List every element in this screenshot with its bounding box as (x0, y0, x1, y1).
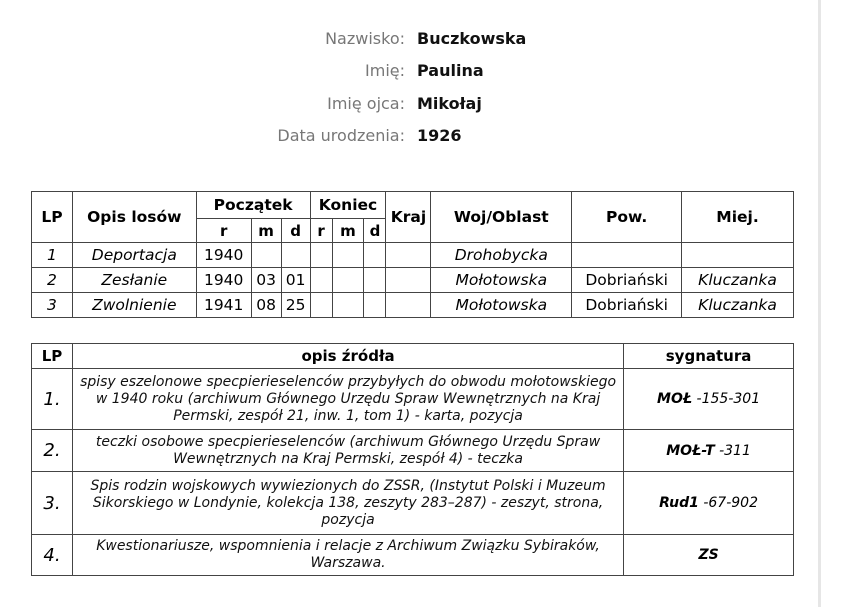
country (386, 293, 431, 318)
end-month (332, 293, 364, 318)
fate-header-district: Pow. (572, 192, 682, 243)
signature-code: Rud1 (659, 495, 699, 511)
fate-description: Deportacja (72, 243, 196, 268)
source-signature (624, 472, 794, 535)
source-header-description: opis źródła (72, 344, 623, 369)
source-header-signature: sygnatura (624, 344, 794, 369)
birth-date-label: Data urodzenia: (277, 126, 405, 146)
end-day-header: d (364, 219, 386, 243)
father-name-label: Imię ojca: (327, 93, 405, 113)
start-year: 1940 (196, 243, 251, 268)
locality: Kluczanka (682, 268, 794, 293)
start-month-header: m (251, 219, 281, 243)
signature-code: ZS (698, 547, 719, 563)
fate-row (32, 243, 794, 268)
fate-description: Zesłanie (72, 268, 196, 293)
start-day-header: d (281, 219, 310, 243)
start-year-header: r (196, 219, 251, 243)
country (386, 268, 431, 293)
source-lp: 4. (32, 535, 73, 576)
first-name-row (0, 55, 820, 88)
start-year: 1941 (196, 293, 251, 318)
region: Mołotowska (431, 293, 572, 318)
source-header-row (32, 344, 794, 369)
surname-value: Buczkowska (417, 28, 527, 48)
source-lp: 2. (32, 430, 73, 472)
fate-header-start: Początek (196, 192, 310, 219)
fate-header-country: Kraj (386, 192, 431, 243)
end-year (310, 268, 332, 293)
fate-lp: 2 (32, 268, 73, 293)
start-day (281, 243, 310, 268)
fate-lp: 1 (32, 243, 73, 268)
end-year (310, 243, 332, 268)
fate-description: Zwolnienie (72, 293, 196, 318)
end-year (310, 293, 332, 318)
source-row (32, 472, 794, 535)
fate-header-opis: Opis losów (72, 192, 196, 243)
fate-header-region: Woj/Oblast (431, 192, 572, 243)
start-month: 03 (251, 268, 281, 293)
first-name-label: Imię: (365, 61, 405, 81)
birth-date-value: 1926 (417, 126, 462, 146)
district (572, 243, 682, 268)
fate-table (31, 191, 794, 318)
fate-header-row (32, 192, 794, 219)
fate-header-end: Koniec (310, 192, 386, 219)
end-day (364, 243, 386, 268)
end-year-header: r (310, 219, 332, 243)
district: Dobriański (572, 293, 682, 318)
source-signature (624, 535, 794, 576)
signature-number: -67-902 (698, 495, 758, 511)
signature-code: MOŁ-T (666, 442, 715, 459)
surname-label: Nazwisko: (325, 28, 405, 48)
locality: Kluczanka (682, 293, 794, 318)
source-signature (624, 369, 794, 430)
source-lp: 3. (32, 472, 73, 535)
source-lp: 1. (32, 369, 73, 430)
district: Dobriański (572, 268, 682, 293)
surname-row (0, 22, 820, 55)
fate-lp: 3 (32, 293, 73, 318)
fate-header-lp: LP (32, 192, 73, 243)
birth-date-row (0, 120, 820, 153)
start-year: 1940 (196, 268, 251, 293)
father-name-row (0, 87, 820, 120)
source-signature (624, 430, 794, 472)
end-month-header: m (332, 219, 364, 243)
region: Drohobycka (431, 243, 572, 268)
signature-number: -155-301 (692, 391, 761, 407)
source-description: Kwestionariusze, wspomnienia i relacje z Archiwum Związku Sybiraków, Warszawa. (72, 535, 623, 576)
country (386, 243, 431, 268)
source-row (32, 369, 794, 430)
source-table (31, 343, 794, 576)
start-month (251, 243, 281, 268)
first-name-value: Paulina (417, 61, 484, 81)
end-month (332, 268, 364, 293)
source-description: teczki osobowe specpierieselenców (archiwum Głównego Urzędu Spraw Wewnętrznych na Kraj Permski, zespół 4) - teczka (72, 430, 623, 472)
end-month (332, 243, 364, 268)
signature-number: -311 (714, 442, 751, 459)
source-description: spisy eszelonowe specpierieselenców przybyłych do obwodu mołotowskiego w 1940 roku (archiwum Głównego Urzędu Spraw Wewnętrznych na Kraj Permski, zespół 21, inw. 1, tom 1) - karta, pozycja (72, 369, 623, 430)
source-header-lp: LP (32, 344, 73, 369)
fate-row (32, 293, 794, 318)
end-day (364, 268, 386, 293)
region: Mołotowska (431, 268, 572, 293)
father-name-value: Mikołaj (417, 93, 482, 113)
fate-header-locality: Miej. (682, 192, 794, 243)
source-row (32, 430, 794, 472)
source-description: Spis rodzin wojskowych wywiezionych do ZSSR, (Instytut Polski i Muzeum Sikorskiego w Londynie, kolekcja 138, zeszyty 283–287) - zeszyt, strona, pozycja (72, 472, 623, 535)
end-day (364, 293, 386, 318)
signature-code: MOŁ (657, 391, 693, 407)
start-month: 08 (251, 293, 281, 318)
source-row (32, 535, 794, 576)
start-day: 01 (281, 268, 310, 293)
locality (682, 243, 794, 268)
fate-row (32, 268, 794, 293)
start-day: 25 (281, 293, 310, 318)
person-info (0, 22, 820, 152)
